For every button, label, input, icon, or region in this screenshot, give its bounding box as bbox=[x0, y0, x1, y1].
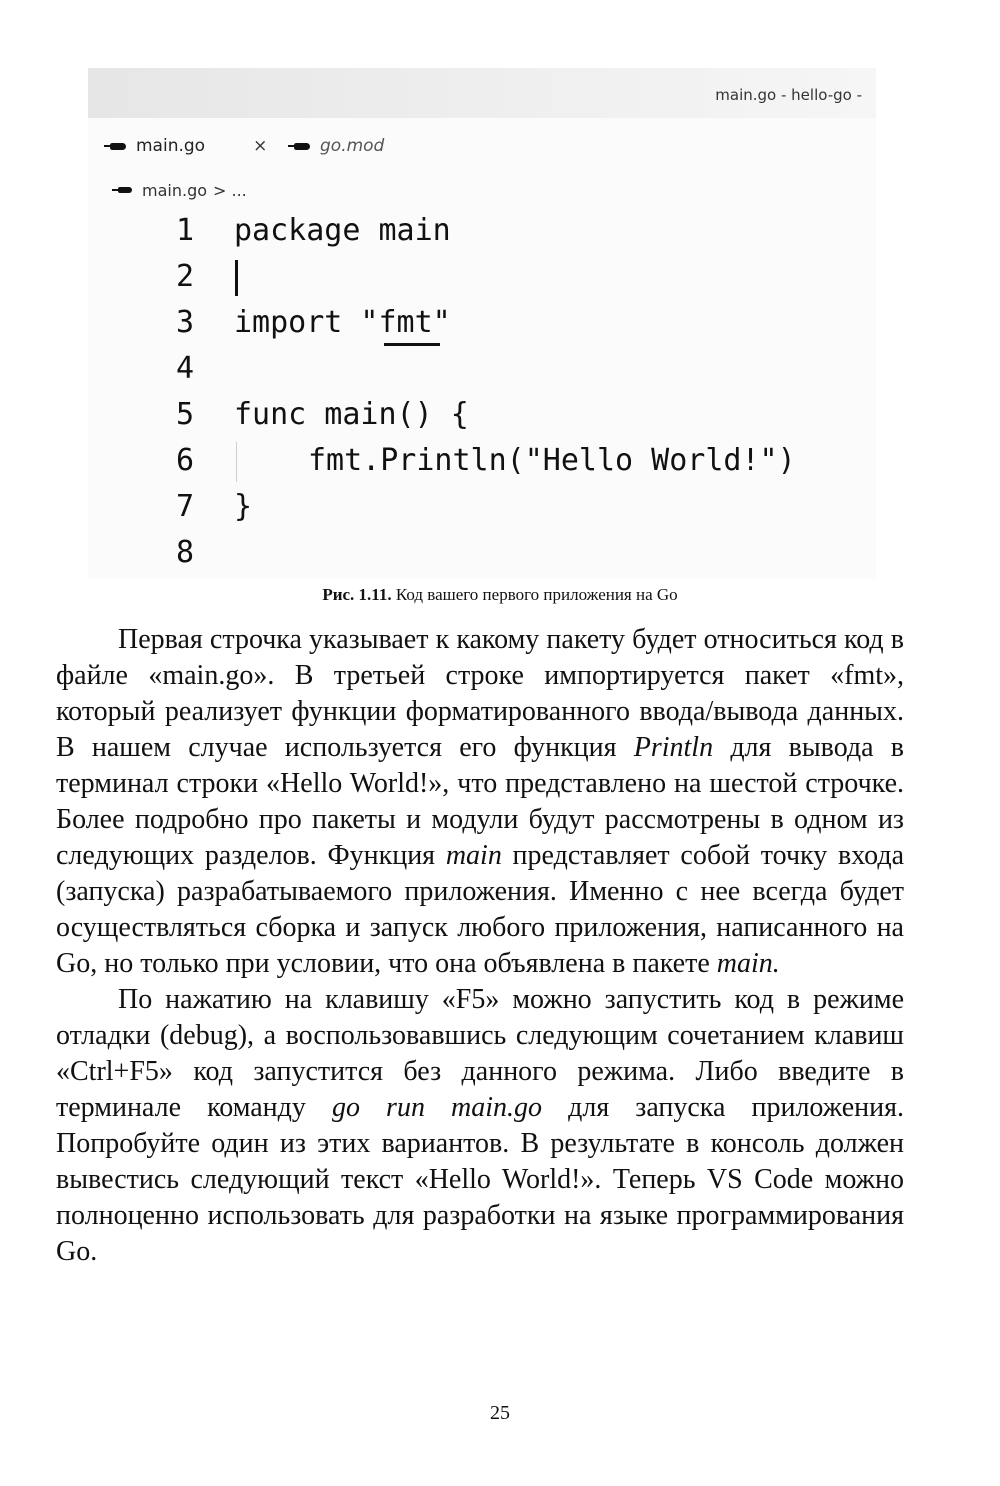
code-text: fmt.Println("Hello World!") bbox=[308, 443, 796, 478]
text-run: По нажатию на клавишу «F5» можно запустить код в режиме отладки (debug), а воспользовавшись следующим сочетанием клавиш «Ctrl+F5» код запустится без данного режима. Либо введите в терминале команду bbox=[56, 984, 904, 1123]
text-run: для запуска приложения. Попробуйте один из этих вариантов. В результате в консоль должен вывестись следующий текст «Hello World!». Теперь VS Code можно полноценно использовать для разработки на языке программирования Go. bbox=[56, 1092, 904, 1267]
code-line bbox=[88, 530, 876, 576]
page-number: 25 bbox=[490, 1402, 510, 1424]
body-text bbox=[56, 622, 904, 1270]
code-line bbox=[88, 438, 876, 484]
code-line bbox=[88, 300, 876, 346]
close-tab-icon[interactable]: × bbox=[253, 136, 268, 156]
code-line bbox=[88, 254, 876, 300]
code-line bbox=[88, 346, 876, 392]
code-text: } bbox=[234, 489, 253, 524]
line-number: 8 bbox=[175, 535, 194, 570]
line-number: 6 bbox=[175, 443, 194, 478]
text-cursor bbox=[235, 260, 238, 296]
line-number: 5 bbox=[175, 397, 194, 432]
editor-screenshot bbox=[88, 68, 876, 578]
breadcrumb-separator: > ... bbox=[213, 180, 247, 200]
italic-term: go run main.go bbox=[331, 1092, 543, 1123]
caption-text: Код вашего первого приложения на Go bbox=[395, 585, 678, 604]
title-bar bbox=[88, 68, 876, 118]
italic-term: main. bbox=[716, 948, 780, 979]
line-number: 1 bbox=[175, 213, 194, 248]
italic-term: main bbox=[445, 840, 502, 871]
tab-label: go.mod bbox=[320, 136, 385, 156]
text-run: представляет собой точку входа (запуска) разрабатываемого приложения. Именно с нее всегда будет осуществляться сборка и запуск любого приложения, написанного на Go, но только при условии, что она объявлена в пакете bbox=[56, 840, 904, 979]
tab-bar bbox=[88, 118, 876, 174]
line-number: 7 bbox=[175, 489, 194, 524]
code-line bbox=[88, 392, 876, 438]
window-title: main.go - hello-go - bbox=[715, 86, 862, 104]
code-text: import "fmt" bbox=[234, 305, 451, 340]
italic-term: Println bbox=[633, 732, 714, 763]
tab-main-go[interactable] bbox=[110, 132, 267, 160]
tab-label: main.go bbox=[136, 136, 206, 156]
breadcrumb-file[interactable]: main.go bbox=[142, 180, 208, 200]
line-number: 4 bbox=[175, 351, 194, 386]
breadcrumb[interactable] bbox=[118, 178, 247, 202]
go-file-icon bbox=[294, 143, 310, 150]
indent-guide bbox=[236, 442, 237, 482]
text-run: Первая строчка указывает к какому пакету будет относиться код в файле «main.go». В третьей строке импортируется пакет «fmt», который реализует функции форматированного ввода/вывода данных. В нашем случае используется его функция bbox=[56, 624, 904, 763]
tab-go-mod[interactable] bbox=[294, 132, 384, 160]
line-number: 3 bbox=[175, 305, 194, 340]
text-run: для вывода в терминал строки «Hello World!», что представлено на шестой строчке. Более подробно про пакеты и модули будут рассмотрены в одном из следующих разделов. Функция bbox=[56, 732, 905, 871]
paragraph-1 bbox=[56, 622, 904, 982]
code-text: package main bbox=[234, 213, 451, 248]
code-text: func main() { bbox=[234, 397, 469, 432]
paragraph-2 bbox=[56, 982, 904, 1270]
go-file-icon bbox=[118, 187, 132, 193]
code-line bbox=[88, 208, 876, 254]
figure-caption bbox=[0, 585, 1000, 605]
line-number: 2 bbox=[175, 259, 194, 294]
caption-label: Рис. 1.11. bbox=[322, 585, 392, 604]
go-file-icon bbox=[110, 143, 126, 150]
code-line bbox=[88, 484, 876, 530]
